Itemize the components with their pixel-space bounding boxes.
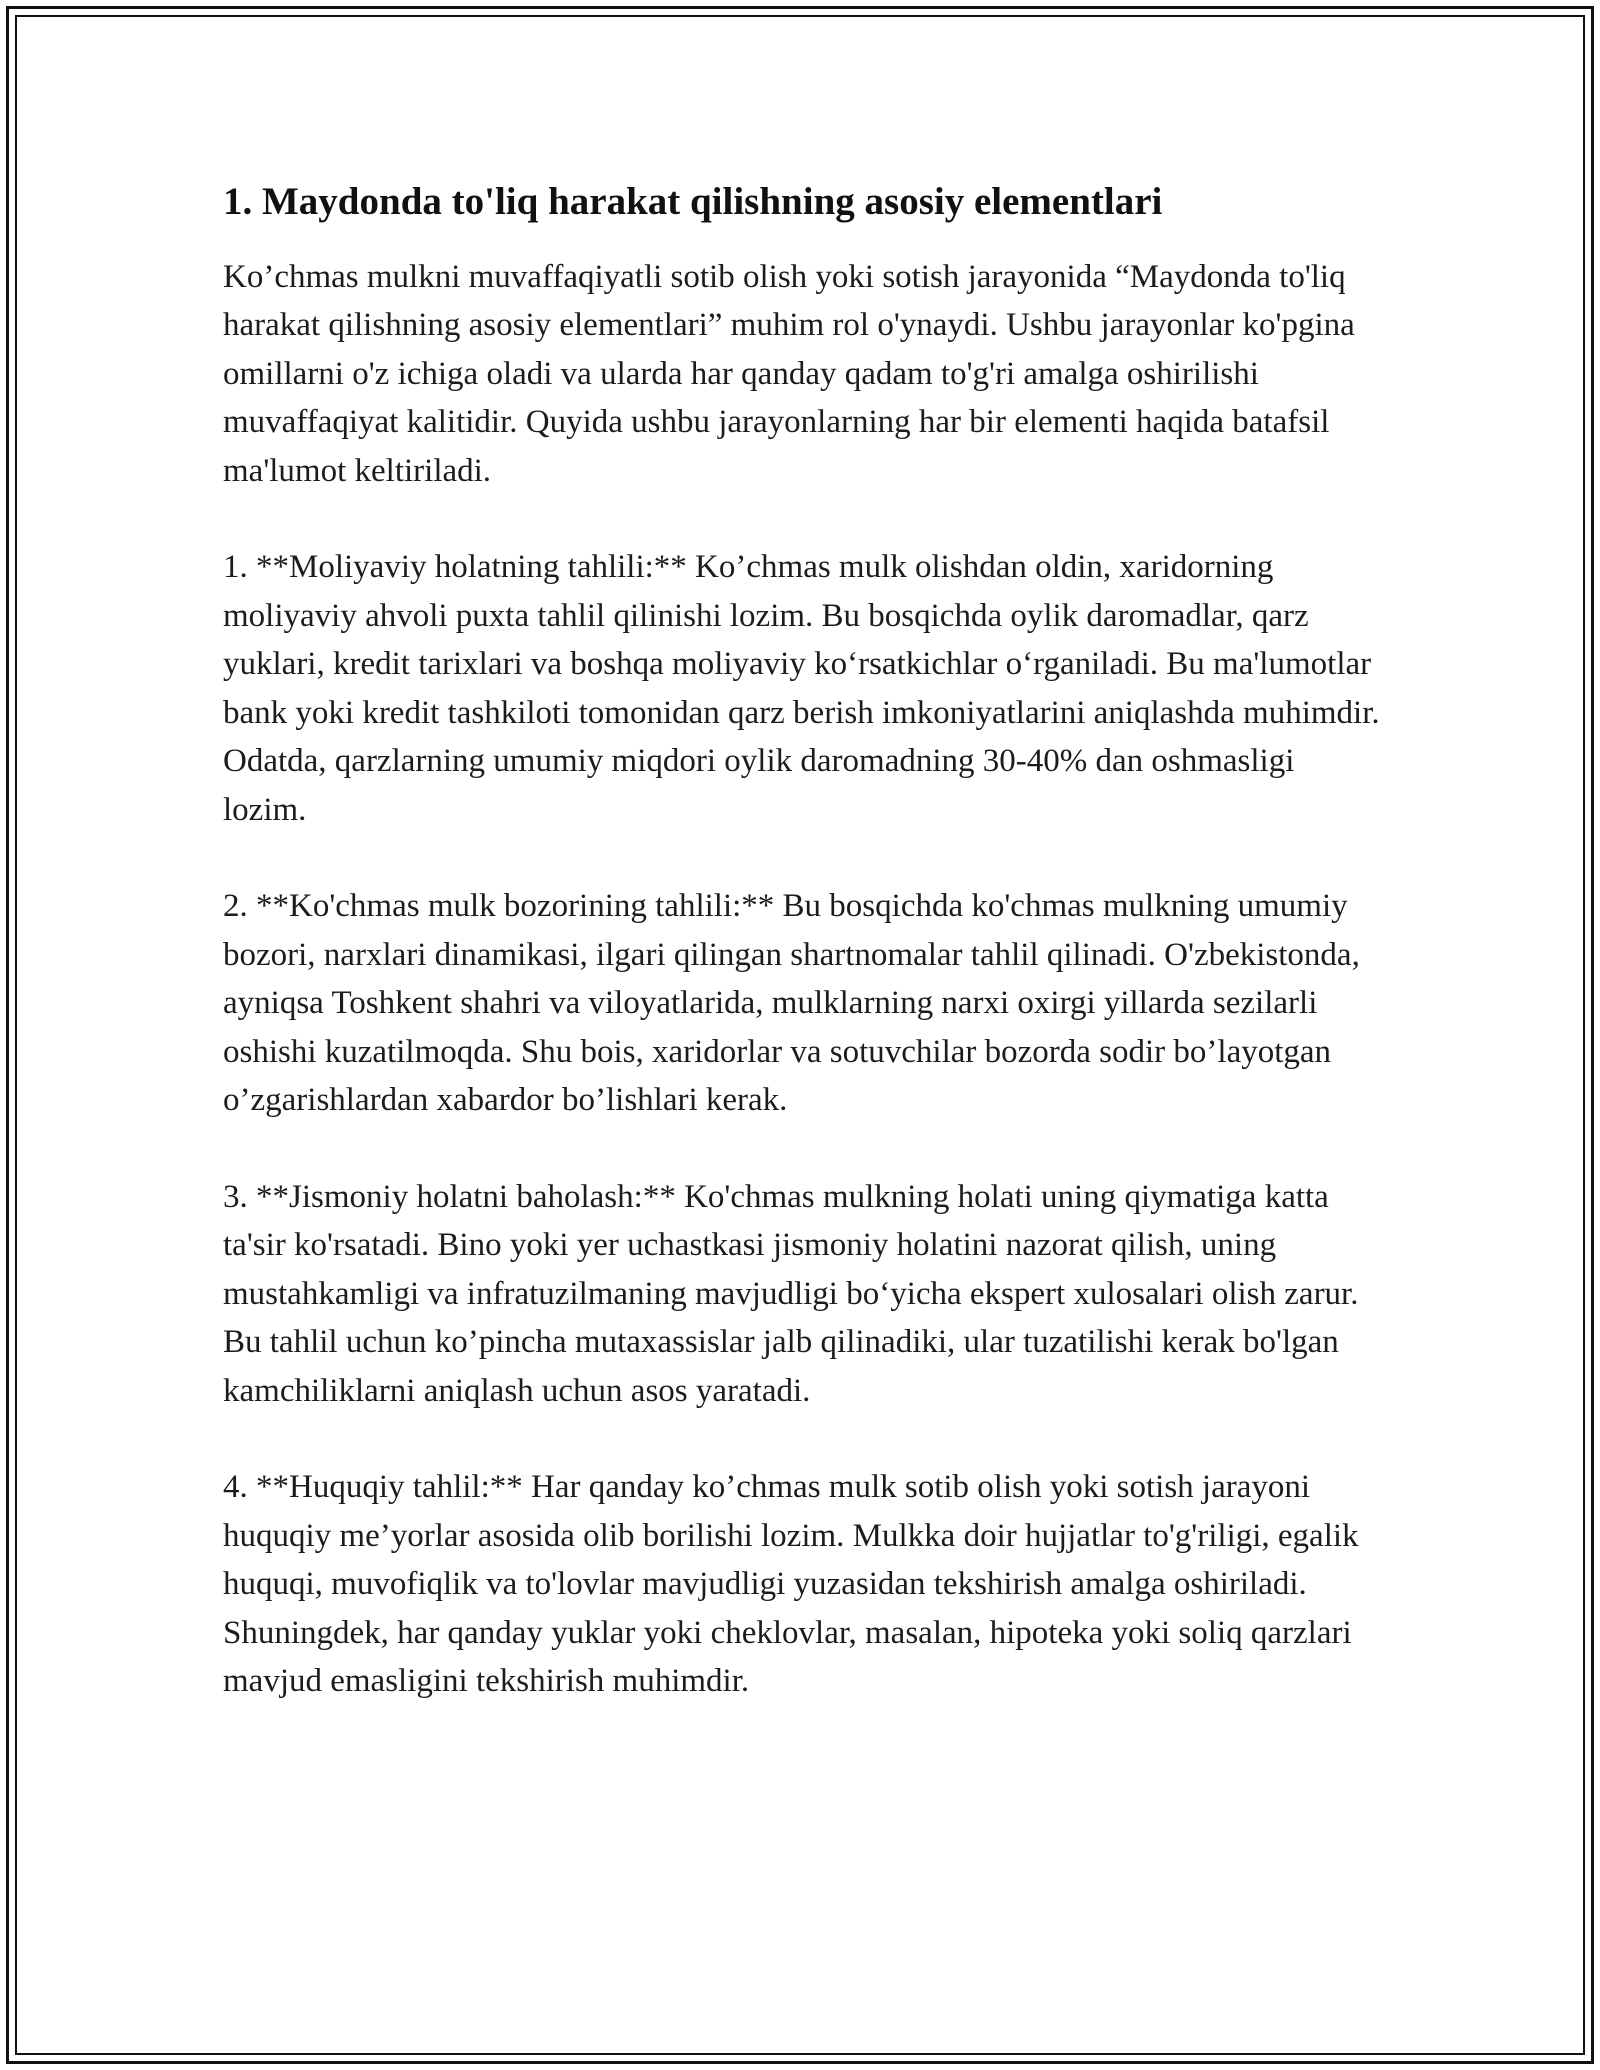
intro-paragraph: Ko’chmas mulkni muvaffaqiyatli sotib olish yoki sotish jarayonida “Maydonda to'liq harakat qilishning asosiy elementlari” muhim rol o'ynaydi. Ushbu jarayonlar ko'pgina omillarni o'z ichiga oladi va ularda har qanday qadam to'g'ri amalga oshirilishi muvaffaqiyat kalitidir. Quyida ushbu jarayonlarning har bir elementi haqida batafsil ma'lumot keltiriladi. (223, 258, 1355, 489)
legal-analysis-paragraph: 4. **Huquqiy tahlil:** Har qanday ko’chmas mulk sotib olish yoki sotish jarayoni huquqiy me’yorlar asosida olib borilishi lozim. Mulkka doir hujjatlar to'g'riligi, egalik huquqi, muvofiqlik va to'lovlar mavjudligi yuzasidan tekshirish amalga oshiriladi. Shuningdek, har qanday yuklar yoki cheklovlar, masalan, hipoteka yoki soliq qarzlari mavjud emasligini tekshirish muhimdir. (223, 1469, 1359, 1700)
financial-analysis-paragraph: 1. **Moliyaviy holatning tahlili:** Ko’chmas mulk olishdan oldin, xaridorning moliyaviy ahvoli puxta tahlil qilinishi lozim. Bu bosqichda oylik daromadlar, qarz yuklari, kredit tarixlari va boshqa moliyaviy ko‘rsatkichlar o‘rganiladi. Bu ma'lumotlar bank yoki kredit tashkiloti tomonidan qarz berish imkoniyatlarini aniqlashda muhimdir. Odatda, qarzlarning umumiy miqdori oylik daromadning 30-40% dan oshmasligi lozim. (223, 549, 1380, 828)
market-analysis-paragraph: 2. **Ko'chmas mulk bozorining tahlili:** Bu bosqichda ko'chmas mulkning umumiy bozori, narxlari dinamikasi, ilgari qilingan shartnomalar tahlil qilinadi. O'zbekistonda, ayniqsa Toshkent shahri va viloyatlarida, mulklarning narxi oxirgi yillarda sezilarli oshishi kuzatilmoqda. Shu bois, xaridorlar va sotuvchilar bozorda sodir bo’layotgan o’zgarishlardan xabardor bo’lishlari kerak. (223, 888, 1360, 1119)
document-title: 1. Maydonda to'liq harakat qilishning asosiy elementlari (223, 180, 1163, 223)
physical-assessment-paragraph: 3. **Jismoniy holatni baholash:** Ko'chmas mulkning holati uning qiymatiga katta ta'sir ko'rsatadi. Bino yoki yer uchastkasi jismoniy holatini nazorat qilish, uning mustahkamligi va infratuzilmaning mavjudligi bo‘yicha ekspert xulosalari olish zarur. Bu tahlil uchun ko’pincha mutaxassislar jalb qilinadiki, ular tuzatilishi kerak bo'lgan kamchiliklarni aniqlash uchun asos yaratadi. (223, 1178, 1359, 1409)
document-body (223, 178, 1383, 1754)
